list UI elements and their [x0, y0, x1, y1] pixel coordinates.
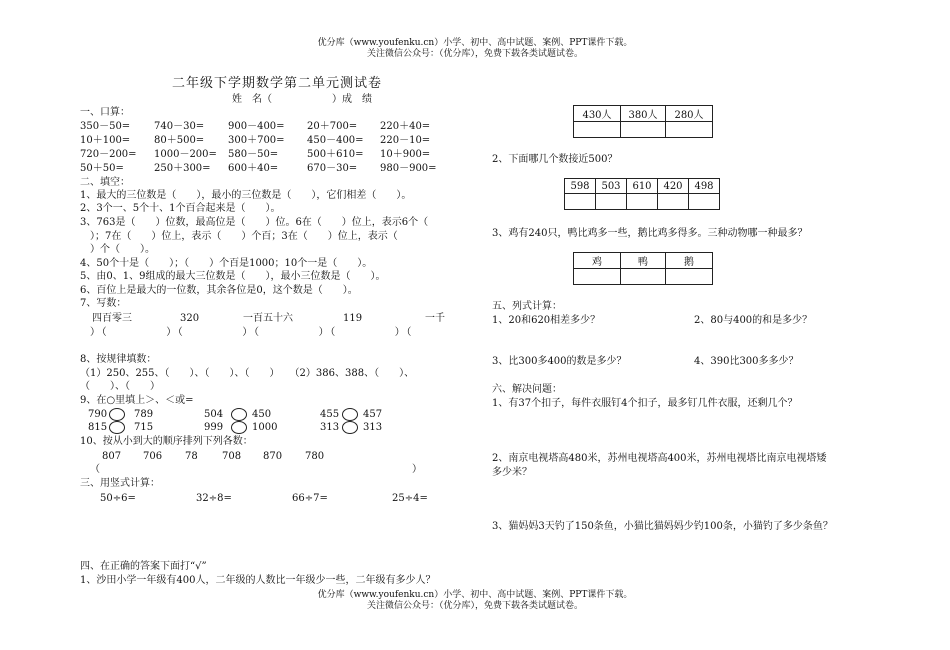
tick-q1: 1、沙田小学一年级有400人，二年级的人数比一年级少一些，二年级有多少人？	[80, 575, 436, 586]
tick-q3: 3、鸡有240只，鸭比鸡多一些，鹅比鸡多得多。三种动物哪一种最多？	[492, 228, 808, 239]
order-paren-close: ）	[412, 464, 422, 475]
section-1-heading: 一、口算：	[80, 107, 130, 118]
oral-calc-item: 80＋500=	[154, 135, 205, 146]
calc-q4: 4、390比300多多少？	[694, 356, 799, 367]
calc-q3: 3、比300多400的数是多少？	[492, 356, 627, 367]
oral-calc-item: 720－200=	[80, 149, 137, 160]
section-5-heading: 五、列式计算：	[492, 301, 562, 312]
tick-cell[interactable]	[666, 122, 713, 138]
order-number: 708	[222, 451, 242, 462]
oral-calc-item: 1000－200=	[154, 149, 217, 160]
calc-q1: 1、20和620相差多少？	[492, 315, 601, 326]
problem-q3: 3、猫妈妈3天钓了150条鱼，小猫比猫妈妈少钓100条，小猫钓了多少条鱼？	[492, 521, 833, 532]
problem-q1: 1、有37个扣子，每件衣服钉4个扣子，最多钉几件衣服，还剩几个？	[492, 398, 798, 409]
compare-left: 999	[204, 422, 224, 433]
oral-calc-item: 220－10=	[380, 135, 431, 146]
oral-calc-item: 900－400=	[228, 121, 285, 132]
compare-right: 450	[252, 409, 272, 420]
fill-q8: 8、按规律填数：	[80, 354, 157, 365]
compare-circle[interactable]	[342, 421, 358, 434]
option-cell: 鸭	[621, 253, 666, 269]
fill-q2: 2、3个一、5个十、1个百合起来是（ ）。	[80, 203, 281, 214]
compare-left: 313	[320, 422, 340, 433]
option-cell: 鹅	[666, 253, 713, 269]
fill-q3-line2: ）；7在（ ）位上，表示（ ）个百；3在（ ）位上，表示（	[80, 231, 398, 242]
tick-q1-options	[573, 105, 713, 138]
tick-cell[interactable]	[621, 269, 666, 285]
tick-cell[interactable]	[627, 194, 658, 210]
write-number-1: 四百零三	[92, 313, 132, 324]
tick-cell[interactable]	[621, 122, 666, 138]
option-cell: 498	[689, 179, 720, 194]
compare-circle[interactable]	[109, 421, 125, 434]
division-item: 32÷8=	[196, 493, 232, 504]
option-cell: 鸡	[574, 253, 621, 269]
oral-calc-item: 50＋50=	[80, 163, 124, 174]
oral-calc-item: 450－400=	[307, 135, 364, 146]
oral-calc-item: 670－30=	[307, 163, 358, 174]
write-number-4: 119	[343, 313, 363, 324]
division-item: 50÷6=	[100, 493, 136, 504]
calc-q2: 2、80与400的和是多少？	[694, 315, 813, 326]
header-line-1: 优分库（www.youfenku.cn）小学、初中、高中试题、案例、PPT课件下载。	[317, 38, 633, 48]
oral-calc-item: 20＋700=	[307, 121, 358, 132]
fill-q3-line3: ）个（ ）。	[80, 244, 155, 255]
oral-calc-item: 740－30=	[154, 121, 205, 132]
option-cell: 380人	[621, 106, 666, 122]
fill-q8-line2: （ ）、（ ）	[80, 381, 160, 392]
tick-q2-options	[564, 178, 720, 210]
compare-right: 789	[134, 409, 154, 420]
oral-calc-item: 580－50=	[228, 149, 279, 160]
header-line-2: 关注微信公众号：（优分库），免费下载各类试题试卷。	[366, 49, 583, 59]
compare-circle[interactable]	[109, 408, 125, 421]
page-title: 二年级下学期数学第二单元测试卷	[172, 76, 383, 91]
option-cell: 280人	[666, 106, 713, 122]
option-cell: 503	[596, 179, 627, 194]
footer-line-2: 关注微信公众号：（优分库），免费下载各类试题试卷。	[366, 601, 583, 611]
division-item: 25÷4=	[392, 493, 428, 504]
compare-right: 313	[363, 422, 383, 433]
oral-calc-item: 220＋40=	[380, 121, 431, 132]
compare-circle[interactable]	[342, 408, 358, 421]
fill-q3-line1: 3、763是（ ）位数，最高位是（ ）位。6在（ ）位上，表示6个（	[80, 217, 429, 228]
compare-left: 815	[88, 422, 108, 433]
compare-left: 504	[204, 409, 224, 420]
section-2-heading: 二、填空：	[80, 177, 130, 188]
order-number: 807	[102, 451, 122, 462]
oral-calc-item: 350－50=	[80, 121, 131, 132]
oral-calc-item: 300＋700=	[228, 135, 285, 146]
write-number-blanks: ）（ ）（ ）（ ）（ ）（	[90, 327, 413, 338]
oral-calc-item: 250＋300=	[154, 163, 211, 174]
problem-q2-line2: 多少米？	[492, 467, 532, 478]
compare-left: 455	[320, 409, 340, 420]
compare-circle[interactable]	[231, 421, 247, 434]
compare-right: 1000	[252, 422, 278, 433]
tick-cell[interactable]	[689, 194, 720, 210]
tick-cell[interactable]	[565, 194, 596, 210]
option-cell: 420	[658, 179, 689, 194]
fill-q7: 7、写数：	[80, 298, 127, 309]
order-number: 78	[185, 451, 198, 462]
write-number-5: 一千	[425, 313, 445, 324]
tick-cell[interactable]	[666, 269, 713, 285]
tick-cell[interactable]	[658, 194, 689, 210]
write-number-2: 320	[180, 313, 200, 324]
fill-q1: 1、最大的三位数是（ ），最小的三位数是（ ），它们相差（ ）。	[80, 190, 412, 201]
order-number: 706	[143, 451, 163, 462]
order-number: 870	[263, 451, 283, 462]
problem-q2-line1: 2、南京电视塔高480米，苏州电视塔高400米，苏州电视塔比南京电视塔矮	[492, 453, 827, 464]
fill-q5: 5、由0、1、9组成的最大三位数是（ ），最小三位数是（ ）。	[80, 271, 386, 282]
oral-calc-item: 500＋610=	[307, 149, 364, 160]
name-score-line: 姓 名（ ）成 绩	[232, 94, 372, 105]
fill-q10: 10、按从小到大的顺序排列下列各数：	[80, 436, 253, 447]
order-number: 780	[305, 451, 325, 462]
fill-q9: 9、在○里填上＞、＜或=	[80, 395, 194, 406]
fill-q8-line1: （1）250、255、（ ）、（ ）、（ ） （2）386、388、（ ）、	[80, 368, 415, 379]
oral-calc-item: 980－900=	[380, 163, 437, 174]
section-4-heading: 四、在正确的答案下面打“√”	[80, 561, 207, 572]
oral-calc-item: 10＋900=	[380, 149, 431, 160]
compare-left: 790	[88, 409, 108, 420]
option-cell: 430人	[574, 106, 621, 122]
tick-q2: 2、下面哪几个数接近500？	[492, 154, 618, 165]
compare-right: 457	[363, 409, 383, 420]
fill-q6: 6、百位上是最大的一位数，其余各位是0，这个数是（ ）。	[80, 285, 358, 296]
compare-circle[interactable]	[231, 408, 247, 421]
footer-line-1: 优分库（www.youfenku.cn）小学、初中、高中试题、案例、PPT课件下载。	[317, 590, 633, 600]
tick-cell[interactable]	[574, 269, 621, 285]
fill-q4: 4、50个十是（ ）；（ ）个百是1000；10个一是（ ）。	[80, 258, 373, 269]
oral-calc-item: 10＋100=	[80, 135, 131, 146]
tick-q3-options	[573, 252, 713, 285]
option-cell: 610	[627, 179, 658, 194]
compare-right: 715	[134, 422, 154, 433]
tick-cell[interactable]	[574, 122, 621, 138]
write-number-3: 一百五十六	[243, 313, 293, 324]
section-3-heading: 三、用竖式计算：	[80, 478, 160, 489]
order-paren-open: （	[90, 464, 100, 475]
division-item: 66÷7=	[292, 493, 328, 504]
option-cell: 598	[565, 179, 596, 194]
section-6-heading: 六、解决问题：	[492, 384, 562, 395]
oral-calc-item: 600＋40=	[228, 163, 279, 174]
tick-cell[interactable]	[596, 194, 627, 210]
